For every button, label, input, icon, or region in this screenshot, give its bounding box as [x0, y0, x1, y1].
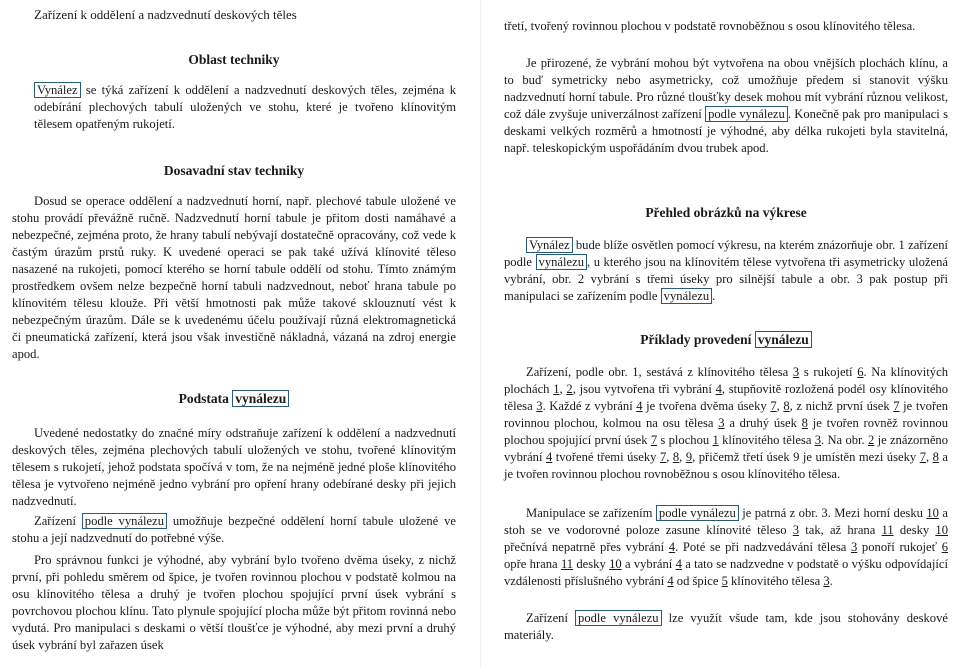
heading-prior-art: Dosavadní stav techniky: [163, 163, 305, 178]
highlight-vynalezu: vynálezu: [232, 390, 289, 407]
highlight-podle-vynalezu: podle vynálezu: [705, 106, 788, 122]
paragraph-function: Pro správnou funkci je výhodné, aby vybrání bylo tvořeno dvěma úseky, z nichž první, při pohledu směrem od špice, je tvořen rovinnou plochou v podstatě kolmou na osu klínovitého tělesa a druhý je tvořen plochou spojující první úsek vybrání s povrchovou plochou klínu. Tato plynule spojující plocha může být přitom rovinná nebo vydutá. Pro manipulaci s deskami o větší tloušťce je výhodné, aby mezi první a druhý úsek vybrání byl zařazen úsek: [12, 553, 456, 652]
highlight-vynalez: Vynález: [34, 82, 81, 98]
highlight-podle-vynalezu: podle vynálezu: [82, 513, 167, 529]
heading-field-of-technology: Oblast techniky: [188, 52, 280, 67]
paragraph-manipulation: Manipulace se zařízením podle vynálezu je patrná z obr. 3. Mezi horní desku 10 a stoh se ve vodorovné poloze zasune klínovité těleso 3 tak, až hrana 11 desky 10 přečnívá nepatrně přes vybrání 4. Poté se při nadzvedávání tělesa 3 ponoří rukojeť 6 opře hrana 11 desky 10 a vybrání 4 a tato se nadzvedne v podstatě o výšku odpovídající vzdálenosti příslušného vybrání 4 od špice 5 klínovitého tělesa 3.: [504, 506, 948, 588]
highlight-vynalezu: vynálezu: [661, 288, 712, 304]
paragraph-field: Vynález se týká zařízení k oddělení a nadzvednutí deskových těles, zejména k odebírání plechových tabulí uložených ve stohu, které je tvořeno klínovitým tělesem opatřeným rukojetí.: [34, 83, 456, 131]
column-divider: [480, 0, 481, 667]
paragraph-prior-art: Dosud se operace oddělení a nadzvednutí horní, např. plechové tabule uložené ve stohu provádí převážně ručně. Nadzvednutí horní tabule je přitom dosti namáhavé a nebezpečné, zejména proto, že hrany tabulí nebývají dostatečně opracovány, což vede k častým úrazům prstů ruky. K uvedené operaci se pak také užívá klínovité těleso nasazené na rukojeti, pomocí kterého se horní tabule oddělí od stohu. Tímto známým prostředkem ovšem nelze bezpečně horní tabuli nadzvednout, neboť hrana tabule po klínovitém tělesu klouže. Při větší hmotnosti pak může takové sklouznutí vést k nebezpečným úrazům. Dále se k uvedenému účelu používají různá elektromagnetická či pneumatická zařízení, která jsou však investičně nákladná, vázaná na zdroj energie apod.: [12, 194, 456, 361]
highlight-vynalez: Vynález: [526, 237, 573, 253]
paragraph-usage: Zařízení podle vynálezu lze využít všude tam, kde jsou stohovány deskové materiály.: [504, 611, 948, 642]
paragraph-variants: Je přirozené, že vybrání mohou být vytvořena na obou vnějších plochách klínu, a to buď symetricky nebo asymetricky, což umožňuje předem si stanovit výšku nadzvednutí horní tabule. Pro různé tloušťky desek mohou mít vybrání různou velikost, což dále zvyšuje univerzálnost zařízení podle vynálezu . Konečně pak pro manipulaci s deskami velkých rozměrů a hmotností je výhodné, aby délka rukojeti byla stavitelná, např. teleskopickým uspořádáním dvou trubek apod.: [504, 56, 948, 155]
paragraph-continuation: třetí, tvořený rovinnou plochou v podstatě rovnoběžnou s osou klínovitého tělesa.: [504, 19, 916, 33]
paragraph-device-benefit: Zařízení podle vynálezu umožňuje bezpečné oddělení horní tabule uložené ve stohu a její nadzvednutí do potřebné výše.: [12, 514, 456, 545]
paragraph-essence: Uvedené nedostatky do značné míry odstraňuje zařízení k oddělení a nadzvednutí deskových těles, zejména plechových tabulí uložených ve stohu, tvořené klínovitým tělesem s rukojetí, jehož podstata spočívá v tom, že na nejméně jedné ploše klínovitého tělesa je vytvořeno nejméně jedno vybrání pro opření hrany odebírané desky při jejich nadzvednutí.: [12, 426, 456, 508]
highlight-podle-vynalezu: podle vynálezu: [575, 610, 662, 626]
highlight-vynalezu: vynálezu: [755, 331, 812, 348]
heading-drawings-overview: Přehled obrázků na výkrese: [645, 205, 807, 220]
paragraph-drawings: Vynález bude blíže osvětlen pomocí výkresu, na kterém znázorňuje obr. 1 zařízení podle vynálezu , u kterého jsou na klínovitém tělese vytvořena tři asymetricky uložená vybrání, obr. 2 vybrání s třemi úseky pro silnější tabule a obr. 3 pak postup při manipulaci se zařízením podle vynálezu .: [504, 238, 948, 303]
highlight-vynalezu: vynálezu: [536, 254, 587, 270]
highlight-podle-vynalezu: podle vynálezu: [656, 505, 739, 521]
heading-examples: Příklady provedení vynálezu: [504, 331, 948, 349]
document-title: Zařízení k oddělení a nadzvednutí deskových těles: [34, 7, 297, 22]
heading-essence: Podstata vynálezu: [12, 390, 456, 408]
paragraph-example: Zařízení, podle obr. 1, sestává z klínovitého tělesa 3 s rukojetí 6. Na klínovitých plochách 1, 2, jsou vytvořena tři vybrání 4, stupňovitě rozložená podél osy klínovitého tělesa 3. Každé z vybrání 4 je tvořena dvěma úseky 7, 8, z nichž první úsek 7 je tvořen rovinnou plochou, kolmou na osu tělesa 3 a druhý úsek 8 je tvořen rovněž rovinnou plochou spojující první úsek 7 s plochou 1 klínovitého tělesa 3. Na obr. 2 je znázorněno vybrání 4 tvořené třemi úseky 7, 8, 9, přičemž třetí úsek 9 je umístěn mezi úseky 7, 8 a je tvořen rovinnou plochou rovnoběžnou s osou klínovitého tělesa.: [504, 365, 949, 481]
